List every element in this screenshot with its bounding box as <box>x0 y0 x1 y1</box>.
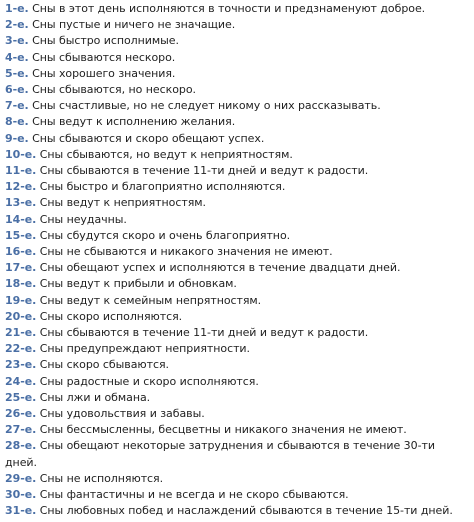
list-item <box>5 82 474 98</box>
dream-meaning: Сны не сбываются и никакого значения не имеют. <box>36 245 333 259</box>
dream-meaning: Сны обещают некоторые затруднения и сбываются в течение 30-ти дней. <box>5 439 435 469</box>
list-item <box>5 260 474 276</box>
dream-list <box>5 1 474 520</box>
list-item <box>5 471 474 487</box>
dream-meaning: Сны неудачны. <box>36 212 127 226</box>
day-label: 5-е. <box>5 66 29 80</box>
list-item <box>5 66 474 82</box>
day-label: 6-е. <box>5 83 29 97</box>
day-label: 22-е. <box>5 342 37 356</box>
dream-meaning: Сны сбываются в течение 11-ти дней и ведут к радости. <box>36 164 369 178</box>
day-label: 7-е. <box>5 99 29 113</box>
day-label: 2-е. <box>5 18 29 32</box>
list-item <box>5 212 474 228</box>
day-label: 21-е. <box>5 326 37 340</box>
day-label: 31-е. <box>5 504 37 518</box>
list-item <box>5 33 474 49</box>
day-label: 29-е. <box>5 471 37 485</box>
day-label: 4-е. <box>5 50 29 64</box>
dream-meaning: Сны пустые и ничего не значащие. <box>28 18 236 32</box>
day-label: 16-е. <box>5 245 37 259</box>
day-label: 30-е. <box>5 488 37 502</box>
dream-meaning: Сны ведут к семейным непрятностям. <box>36 293 262 307</box>
day-label: 10-е. <box>5 147 37 161</box>
list-item <box>5 357 474 373</box>
list-item <box>5 293 474 309</box>
dream-meaning: Сны скоро исполняются. <box>36 309 183 323</box>
day-label: 17-е. <box>5 261 37 275</box>
dream-meaning: Сны ведут к неприятностям. <box>36 196 206 210</box>
day-label: 24-е. <box>5 374 37 388</box>
dream-meaning: Сны сбудутся скоро и очень благоприятно. <box>36 228 291 242</box>
dream-meaning: Сны обещают успех и исполняются в течение двадцати дней. <box>36 261 401 275</box>
list-item <box>5 503 474 519</box>
day-label: 20-е. <box>5 309 37 323</box>
dream-meaning: Сны сбываются и скоро обещают успех. <box>28 131 265 145</box>
dream-meaning: Сны сбываются в течение 11-ти дней и ведут к радости. <box>36 326 369 340</box>
dream-meaning: Сны не исполняются. <box>36 471 164 485</box>
list-item <box>5 374 474 390</box>
list-item <box>5 163 474 179</box>
list-item <box>5 325 474 341</box>
day-label: 3-е. <box>5 34 29 48</box>
dream-meaning: Сны фантастичны и не всегда и не скоро сбываются. <box>36 488 349 502</box>
dream-meaning: Сны любовных побед и наслаждений сбываются в течение 15-ти дней. <box>36 504 453 518</box>
day-label: 23-е. <box>5 358 37 372</box>
dream-meaning: Сны ведут к исполнению желания. <box>28 115 236 129</box>
list-item <box>5 147 474 163</box>
list-item <box>5 487 474 503</box>
day-label: 27-е. <box>5 423 37 437</box>
list-item <box>5 276 474 292</box>
list-item <box>5 195 474 211</box>
dream-meaning: Сны счастливые, но не следует никому о них рассказывать. <box>28 99 381 113</box>
dream-meaning: Сны быстро и благоприятно исполняются. <box>36 180 286 194</box>
list-item <box>5 50 474 66</box>
dream-meaning: Сны хорошего значения. <box>28 66 176 80</box>
dream-meaning: Сны сбываются, но нескоро. <box>28 83 196 97</box>
dream-meaning: Сны предупреждают неприятности. <box>36 342 250 356</box>
day-label: 12-е. <box>5 180 37 194</box>
list-item <box>5 131 474 147</box>
dream-meaning: Сны бессмысленны, бесцветны и никакого значения не имеют. <box>36 423 407 437</box>
list-item <box>5 244 474 260</box>
list-item <box>5 17 474 33</box>
list-item <box>5 390 474 406</box>
dream-meaning: Сны скоро сбываются. <box>36 358 169 372</box>
day-label: 26-е. <box>5 407 37 421</box>
day-label: 14-е. <box>5 212 37 226</box>
list-item <box>5 1 474 17</box>
list-item <box>5 179 474 195</box>
day-label: 1-е. <box>5 2 29 15</box>
dream-meaning: Сны быстро исполнимые. <box>28 34 179 48</box>
dream-meaning: Сны радостные и скоро исполняются. <box>36 374 259 388</box>
dream-meaning: Сны сбываются нескоро. <box>28 50 176 64</box>
day-label: 8-е. <box>5 115 29 129</box>
list-item <box>5 406 474 422</box>
dream-meaning: Сны ведут к прибыли и обновкам. <box>36 277 237 291</box>
day-label: 28-е. <box>5 439 37 453</box>
day-label: 15-е. <box>5 228 37 242</box>
list-item <box>5 341 474 357</box>
dream-meaning: Сны лжи и обмана. <box>36 390 151 404</box>
day-label: 11-е. <box>5 164 37 178</box>
day-label: 18-е. <box>5 277 37 291</box>
day-label: 19-е. <box>5 293 37 307</box>
dream-meaning: Сны удовольствия и забавы. <box>36 407 205 421</box>
dream-meaning: Сны в этот день исполняются в точности и предзнаменуют доброе. <box>28 2 426 15</box>
day-label: 9-е. <box>5 131 29 145</box>
day-label: 25-е. <box>5 390 37 404</box>
list-item <box>5 98 474 114</box>
list-item <box>5 309 474 325</box>
list-item <box>5 422 474 438</box>
list-item <box>5 438 474 470</box>
list-item <box>5 114 474 130</box>
dream-meaning: Сны сбываются, но ведут к неприятностям. <box>36 147 293 161</box>
day-label: 13-е. <box>5 196 37 210</box>
list-item <box>5 228 474 244</box>
